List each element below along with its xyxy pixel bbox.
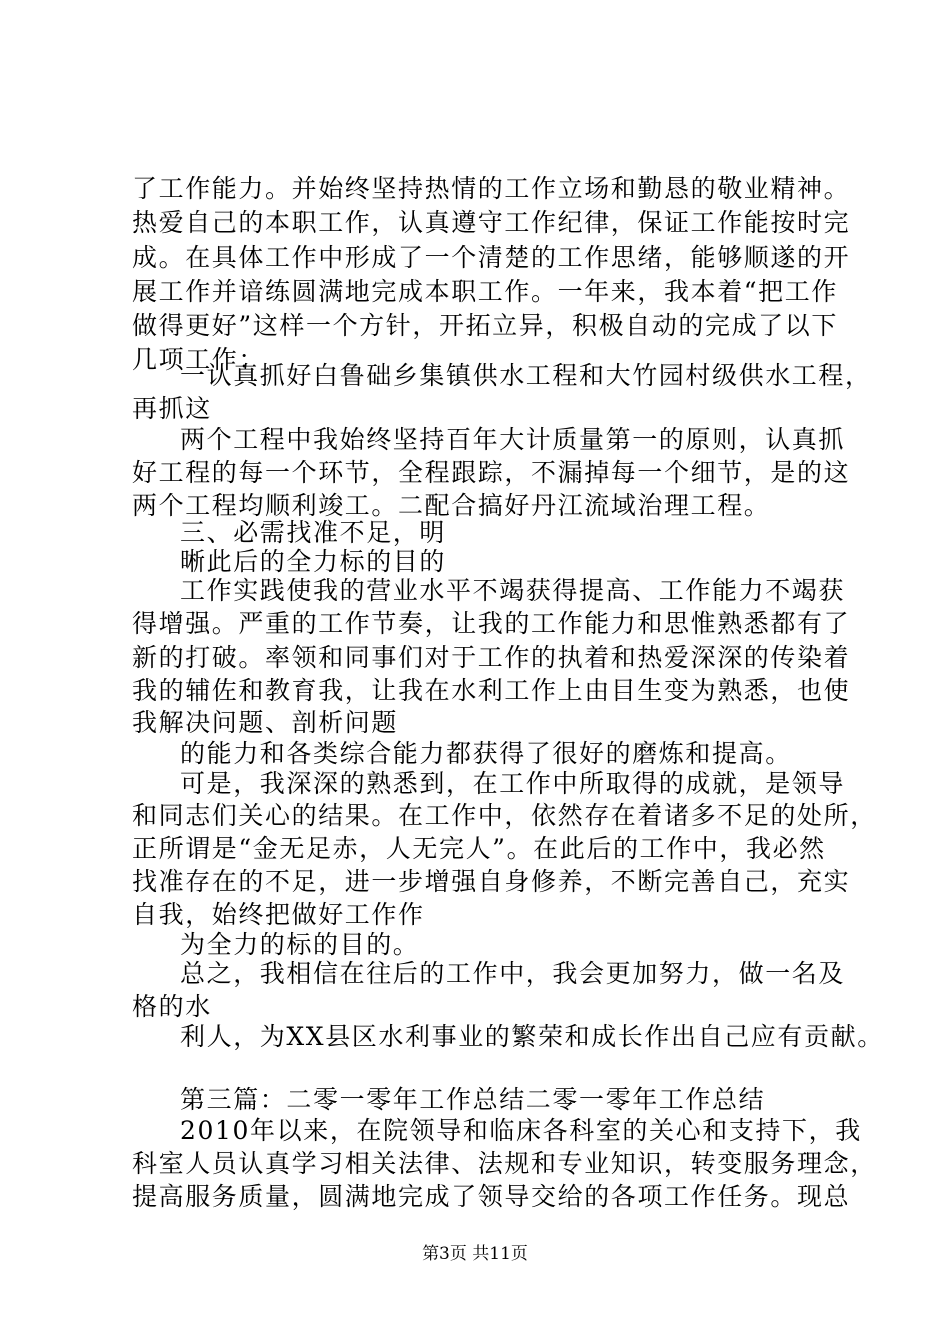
text-line: 几项工作： (132, 345, 266, 374)
text-line: 和同志们关心的结果。在工作中，依然存在着诸多不足的处所， (132, 801, 877, 830)
text-line: 找准存在的不足，进一步增强自身修养，不断完善自己，充实 (132, 867, 851, 896)
text-line: 格的水 (132, 992, 212, 1021)
page-number-footer: 第3页 共11页 (422, 1244, 528, 1264)
text-line: 得增强。严重的工作节奏，让我的工作能力和思惟熟悉都有了 (132, 609, 851, 638)
text-line: 展工作并谙练圆满地完成本职工作。一年来，我本着“把工作 (132, 277, 838, 306)
text-line: 两个工程中我始终坚持百年大计质量第一的原则，认真抓 (180, 425, 846, 454)
text-line: 利人，为XX县区水利事业的繁荣和成长作出自己应有贡献。 (180, 1022, 884, 1051)
text-line: 正所谓是“金无足赤，人无完人”。在此后的工作中，我必然 (132, 834, 826, 863)
text-line: 做得更好”这样一个方针，开拓立异，积极自动的完成了以下 (132, 311, 838, 340)
text-line: 总之，我相信在往后的工作中，我会更加努力，做一名及 (180, 959, 846, 988)
text-line: 三、必需找准不足，明 (180, 518, 447, 547)
text-line: 我的辅佐和教育我，让我在水利工作上由目生变为熟悉，也使 (132, 676, 851, 705)
text-line: 成。在具体工作中形成了一个清楚的工作思绪，能够顺遂的开 (132, 243, 851, 272)
text-line: 的能力和各类综合能力都获得了很好的磨炼和提高。 (180, 739, 792, 768)
text-line: 2010年以来，在院领导和临床各科室的关心和支持下，我 (180, 1116, 862, 1145)
text-line: 新的打破。率领和同事们对于工作的执着和热爱深深的传染着 (132, 643, 851, 672)
text-line: 我解决问题、剖析问题 (132, 708, 399, 737)
section-heading: 第三篇：二零一零年工作总结二零一零年工作总结 (180, 1085, 766, 1114)
text-line: 自我，始终把做好工作作 (132, 900, 425, 929)
text-line: 工作实践使我的营业水平不竭获得提高、工作能力不竭获 (180, 576, 846, 605)
text-line: 再抓这 (132, 394, 212, 423)
text-line: 为全力的标的目的。 (180, 930, 420, 959)
text-line: 提高服务质量，圆满地完成了领导交给的各项工作任务。现总 (132, 1182, 851, 1211)
text-line: 两个工程均顺利竣工。二配合搞好丹江流域治理工程。 (132, 491, 771, 520)
text-line: 可是，我深深的熟悉到，在工作中所取得的成就，是领导 (180, 769, 846, 798)
text-line: 热爱自己的本职工作，认真遵守工作纪律，保证工作能按时完 (132, 208, 851, 237)
text-line: 好工程的每一个环节，全程跟踪，不漏掉每一个细节，是的这 (132, 458, 851, 487)
text-line: 科室人员认真学习相关法律、法规和专业知识，转变服务理念， (132, 1149, 877, 1178)
text-line: 了工作能力。并始终坚持热情的工作立场和勤恳的敬业精神。 (132, 174, 851, 203)
text-line: 一认真抓好白鲁础乡集镇供水工程和大竹园村级供水工程， (180, 361, 872, 390)
text-line: 晰此后的全力标的目的 (180, 547, 447, 576)
